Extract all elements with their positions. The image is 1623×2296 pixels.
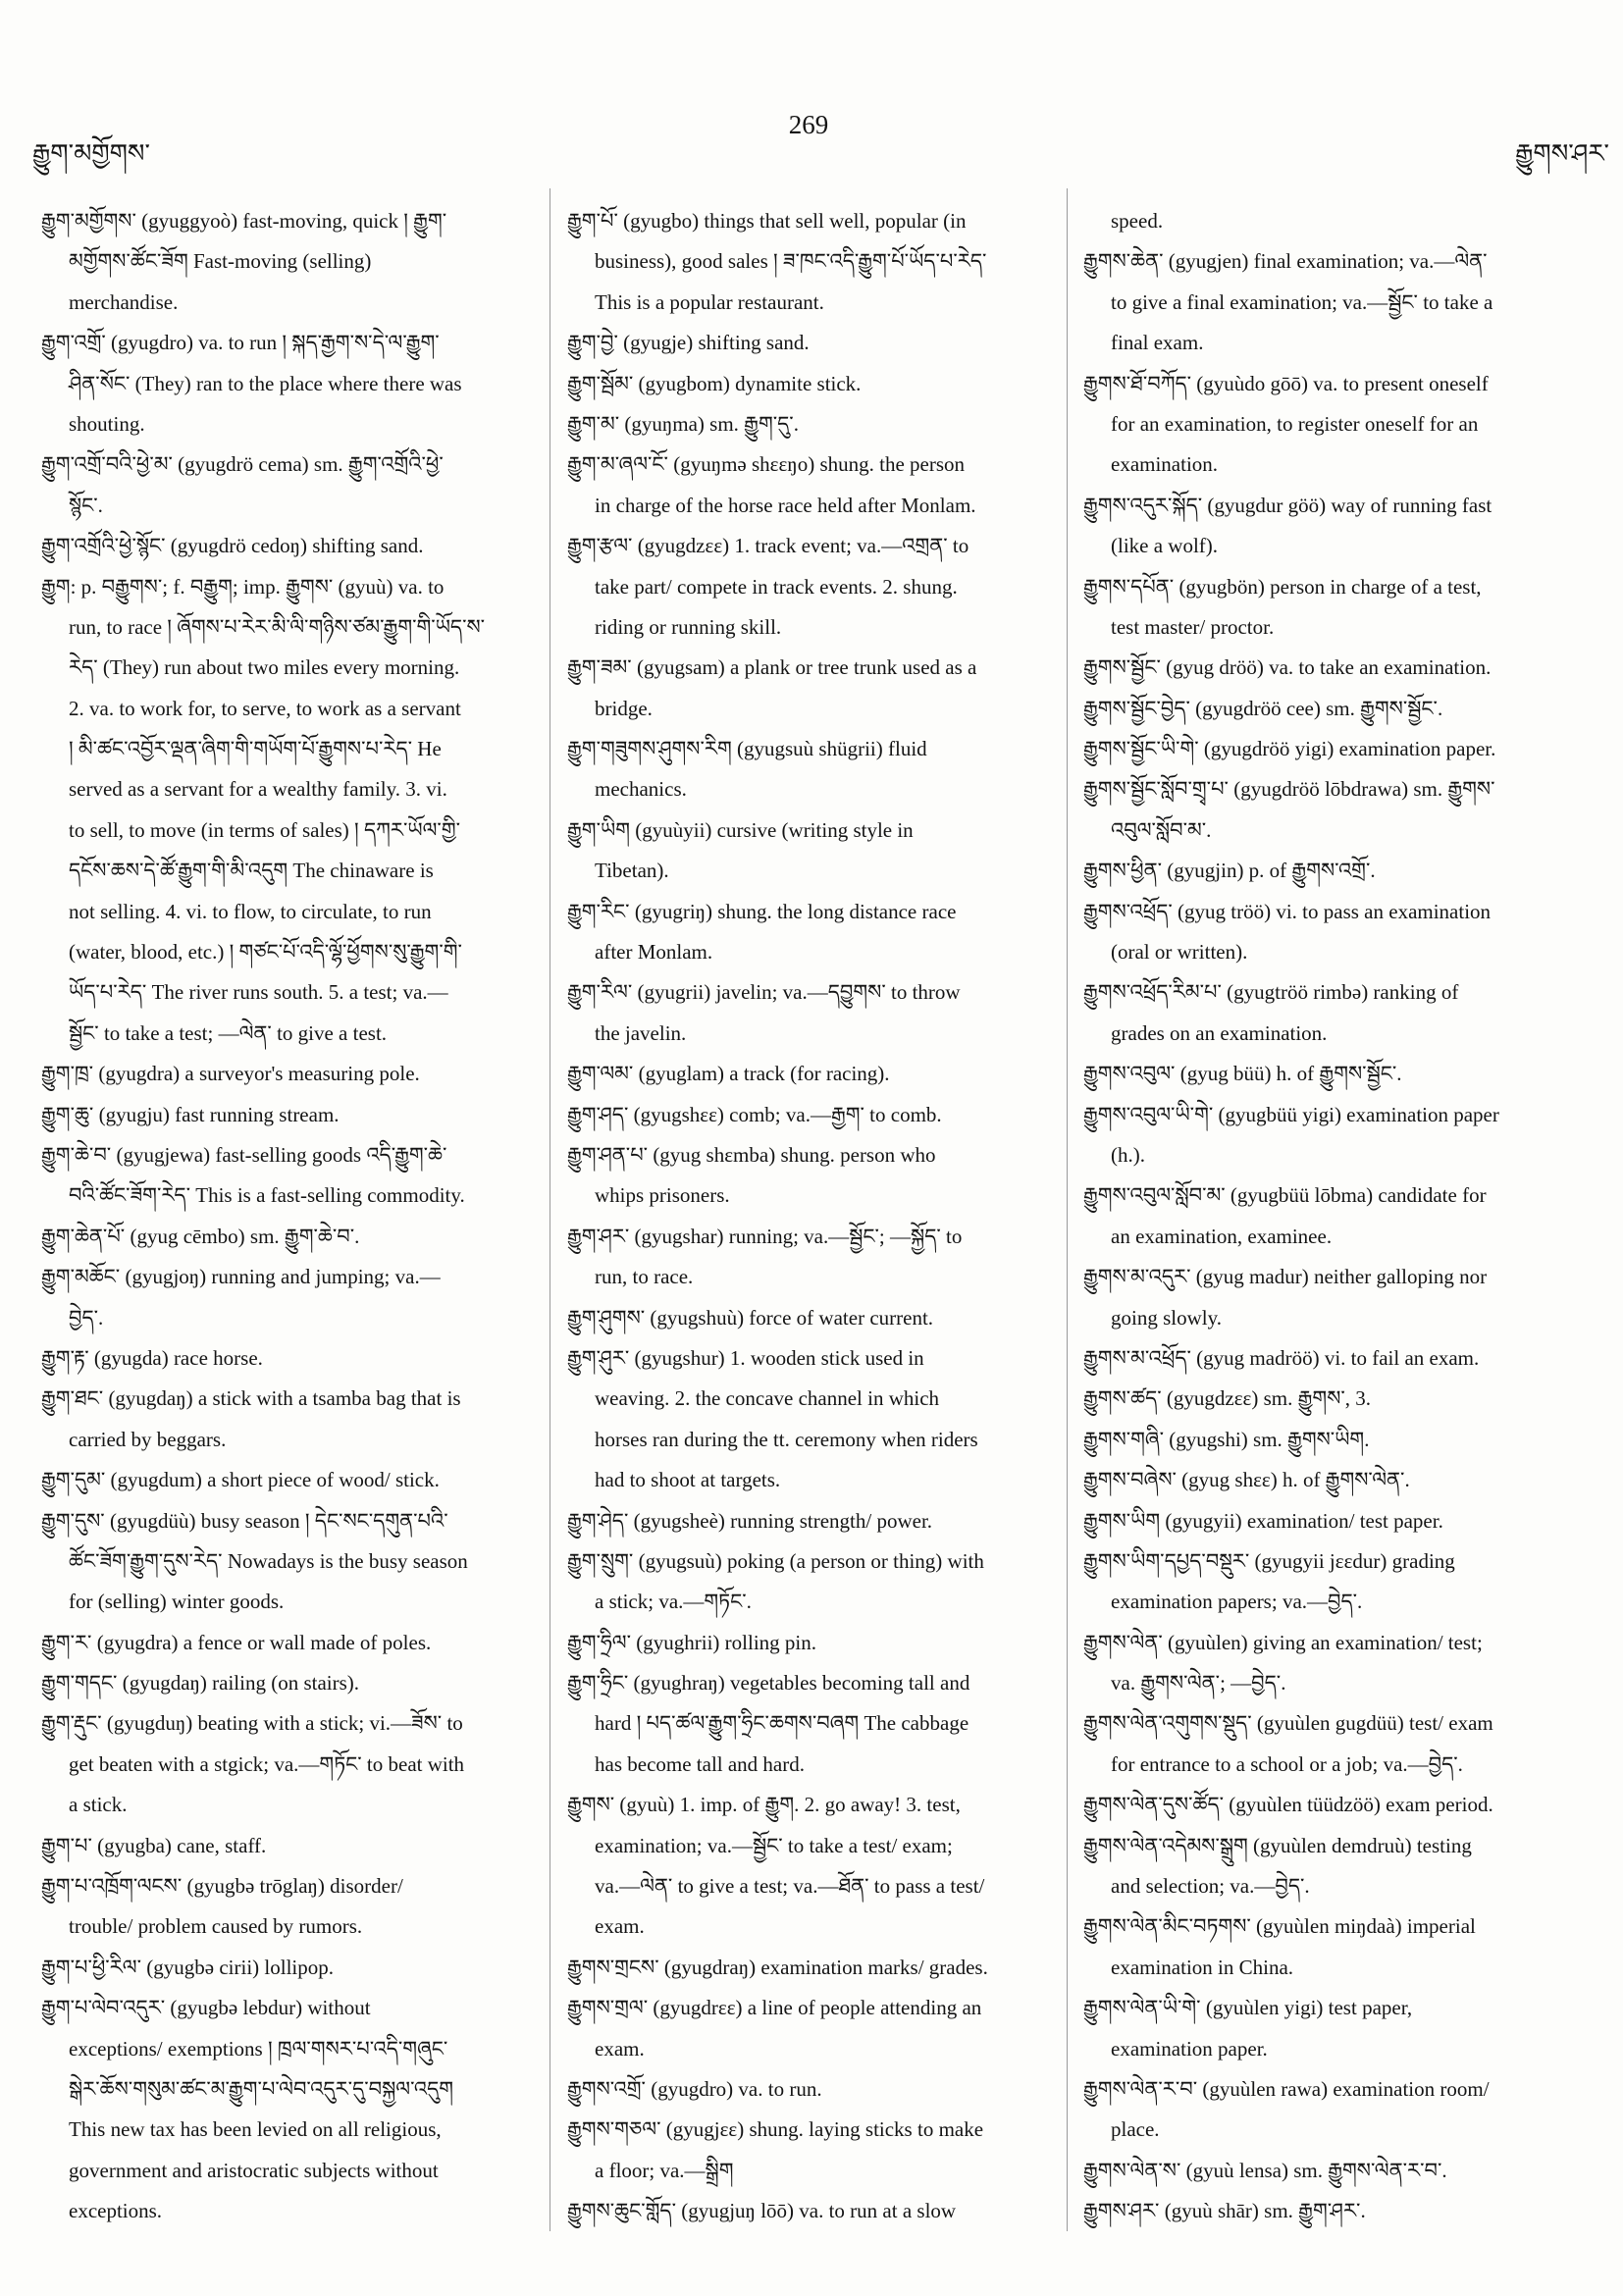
entry-line: སྦྱོང་ to take a test; —ལེན་ to give a test.: [69, 1020, 388, 1045]
entry-line: Tibetan).: [595, 859, 669, 883]
dictionary-entry: [1083, 1785, 1586, 1825]
entry-line: This new tax has been levied on all religious,: [69, 2117, 442, 2142]
dictionary-entry: [1083, 1623, 1586, 1704]
entry-headword-line: རྒྱུག་ཤུགས་ (gyugshuù) force of water current.: [567, 1305, 934, 1330]
entry-line: place.: [1111, 2117, 1160, 2142]
entry-line: run, to race.: [595, 1265, 694, 1289]
entry-line: government and aristocratic subjects without: [69, 2158, 439, 2182]
entry-headword-line: རྒྱུགས་གཅལ་ (gyugjεε) shung. laying sticks to make: [567, 2117, 984, 2142]
entry-headword-line: རྒྱུག་པ་འཁྲོག་ལངས་ (gyugbə trōglaŋ) disorder/: [41, 1874, 403, 1899]
dictionary-entry: [1083, 648, 1586, 688]
entry-line: (oral or written).: [1111, 940, 1248, 965]
dictionary-entry: [567, 972, 1058, 1054]
dictionary-entry: [1083, 1095, 1586, 1176]
dictionary-entry: [1083, 972, 1586, 1054]
entry-headword-line: རྒྱུག་མགྱོགས་ (gyuggyoò) fast-moving, quick ། རྒྱུག་: [41, 209, 447, 233]
dictionary-entry: [1083, 1906, 1586, 1988]
entry-headword-line: རྒྱུགས་ལེན་ས་ (gyuù lensa) sm. རྒྱུགས་ལེན་ར་བ་.: [1083, 2158, 1447, 2182]
dictionary-entry: [567, 1785, 1058, 1948]
dictionary-entry: [1083, 1257, 1586, 1338]
entry-line: the javelin.: [595, 1020, 687, 1045]
entry-headword-line: རྒྱུག་པ་ཕྱི་རིལ་ (gyugbə cirii) lollipop.: [41, 1955, 335, 1979]
entry-headword-line: རྒྱུག་ཤུར་ (gyugshur) 1. wooden stick used in: [567, 1345, 924, 1370]
entry-headword-line: རྒྱུགས་དཔོན་ (gyugbön) person in charge of a test,: [1083, 574, 1482, 599]
entry-headword-line: རྒྱུག་འགྲོ་བའི་ཕྱེ་མ་ (gyugdrö cema) sm. རྒྱུག་འགྲོའི་ཕྱེ་: [41, 452, 444, 477]
column-1: [41, 201, 538, 2232]
dictionary-entry: [567, 364, 1058, 404]
entry-headword-line: རྒྱུགས་གྲལ་ (gyugdrεε) a line of people attending an: [567, 1996, 982, 2020]
entry-line: (water, blood, etc.) ། གཙང་པོ་འདི་ལྷོ་ཕྱོགས་སུ་རྒྱུག་གི་: [69, 940, 462, 965]
dictionary-entry: [1083, 892, 1586, 973]
entry-line: riding or running skill.: [595, 614, 782, 639]
entry-line: mechanics.: [595, 777, 687, 802]
entry-headword-line: རྒྱུགས་ཤར་ (gyuù shār) sm. རྒྱུག་ཤར་.: [1083, 2199, 1366, 2223]
entry-line: exceptions/ exemptions ། ཁྲལ་གསར་པ་འདི་གཞུང་: [69, 2036, 448, 2061]
dictionary-entry: [567, 2069, 1058, 2110]
dictionary-entry: [567, 201, 1058, 323]
dictionary-entry: [1083, 2191, 1586, 2231]
entry-headword-line: རྒྱུག་སྲུག་ (gyugsuù) poking (a person or thing) with: [567, 1548, 984, 1573]
entry-headword-line: རྒྱུག་སྦོམ་ (gyugbom) dynamite stick.: [567, 371, 862, 395]
entry-line: for (selling) winter goods.: [69, 1590, 285, 1614]
entry-headword-line: རྒྱུགས་ལེན་ཡི་གེ་ (gyuùlen yigi) test paper,: [1083, 1996, 1413, 2020]
dictionary-entry: [1083, 1420, 1586, 1460]
dictionary-entry: [567, 1541, 1058, 1623]
entry-line: after Monlam.: [595, 940, 713, 965]
entry-line: to sell, to move (in terms of sales) ། དཀར་ཡོལ་གྱི་: [69, 817, 461, 842]
entry-headword-line: རྒྱུགས་ཆེན་ (gyugjen) final examination; va.—ལེན་: [1083, 249, 1488, 274]
entry-headword-line: རྒྱུག་པོ་ (gyugbo) things that sell well, popular (in: [567, 209, 967, 233]
entry-line: to give a final examination; va.—སྦྱོང་ to take a: [1111, 289, 1493, 314]
dictionary-entry: [567, 729, 1058, 810]
dictionary-entry: [1083, 1703, 1586, 1785]
entry-headword-line: རྒྱུགས་ལེན་ (gyuùlen) giving an examination/ test;: [1083, 1630, 1483, 1654]
entry-headword-line: རྒྱུགས་སྦྱོང་བྱེད་ (gyugdröö cee) sm. རྒྱུགས་སྦྱོང་.: [1083, 696, 1443, 720]
dictionary-entry: [1083, 2069, 1586, 2151]
entry-line: ། མི་ཚང་འབྱོར་ལྡན་ཞིག་གི་གཡོག་པོ་རྒྱུགས་པ་རེད་ He: [69, 737, 442, 761]
entry-line: a stick.: [69, 1793, 128, 1817]
entry-line: hard ། པད་ཚལ་རྒྱུག་ཧྲིང་ཆགས་བཞག The cabbage: [595, 1711, 969, 1736]
entry-headword-line: རྒྱུག་ཡིག (gyuùyii) cursive (writing style in: [567, 817, 914, 842]
entry-headword-line: རྒྱུགས་འཕྲོད་ (gyug tröö) vi. to pass an examination: [1083, 899, 1492, 923]
dictionary-entry: [567, 404, 1058, 444]
entry-headword-line: རྒྱུག་ཆེན་པོ་ (gyug cēmbo) sm. རྒྱུག་ཆེ་བ་.: [41, 1224, 360, 1248]
dictionary-entry: [1083, 241, 1586, 363]
dictionary-entry: [41, 1095, 538, 1135]
dictionary-entry: [41, 323, 538, 444]
entry-headword-line: རྒྱུག་རྟ་ (gyugda) race horse.: [41, 1345, 263, 1370]
entry-headword-line: རྒྱུགས་ཡིག (gyugyii) examination/ test paper.: [1083, 1508, 1443, 1533]
dictionary-entry: [567, 1663, 1058, 1785]
dictionary-entry: [567, 1948, 1058, 1988]
entry-headword-line: རྒྱུག་འགྲོ་ (gyugdro) va. to run ། སྐད་རྒྱག་ས་དེ་ལ་རྒྱུག་: [41, 331, 440, 355]
entry-line: (like a wolf).: [1111, 534, 1219, 558]
column-divider: [1067, 188, 1068, 2231]
entry-line: grades on an examination.: [1111, 1020, 1328, 1045]
entry-headword-line: རྒྱུག་ལམ་ (gyuglam) a track (for racing).: [567, 1062, 890, 1086]
entry-headword-line: རྒྱུགས་འདུར་སྐོད་ (gyugdur göö) way of running fast: [1083, 493, 1492, 517]
entry-headword-line: རྒྱུགས་འབུལ་ཡི་གེ་ (gyugbüü yigi) examination paper: [1083, 1102, 1499, 1126]
entry-line: has become tall and hard.: [595, 1751, 805, 1776]
entry-line: རེད་ (They) run about two miles every morning.: [69, 655, 460, 680]
dictionary-entry: [41, 1623, 538, 1663]
dictionary-entry: [1083, 1379, 1586, 1419]
dictionary-entry: [41, 444, 538, 526]
entry-headword-line: རྒྱུགས་སྦྱོང་ (gyug dröö) va. to take an examination.: [1083, 655, 1492, 680]
dictionary-entry: [1083, 1054, 1586, 1094]
entry-headword-line: རྒྱུགས་གཞི་ (gyugshi) sm. རྒྱུགས་ཡིག.: [1083, 1427, 1370, 1451]
dictionary-entry: [41, 1988, 538, 2231]
entry-line: བའི་ཚོང་ཟོག་རེད་ This is a fast-selling commodity.: [69, 1183, 465, 1208]
dictionary-entry: [41, 1135, 538, 1217]
entry-line: served as a servant for a wealthy family. 3. vi.: [69, 777, 447, 802]
dictionary-entry: [41, 526, 538, 566]
entry-line: བྱེད་.: [69, 1305, 104, 1330]
dictionary-entry: [1083, 729, 1586, 769]
entry-line: in charge of the horse race held after Monlam.: [595, 493, 976, 517]
dictionary-entry: [567, 1217, 1058, 1298]
dictionary-entry: [567, 1135, 1058, 1217]
entry-line: take part/ compete in track events. 2. shung.: [595, 574, 958, 599]
dictionary-entry: [41, 1948, 538, 1988]
entry-line: examination papers; va.—བྱེད་.: [1111, 1590, 1363, 1614]
entry-line: སྒེར་ཆོས་གསུམ་ཚང་མ་རྒྱུག་པ་ལེབ་འདུར་དུ་བསྐྱལ་འདུག: [69, 2076, 454, 2101]
entry-headword-line: རྒྱུག་རྩལ་ (gyugdzεε) 1. track event; va.—འགྲན་ to: [567, 534, 969, 558]
entry-headword-line: རྒྱུགས་ལེན་འགུགས་སྡུད་ (gyuùlen gugdüü) test/ exam: [1083, 1711, 1493, 1736]
entry-headword-line: རྒྱུགས་མ་འདུར་ (gyug madur) neither galloping nor: [1083, 1265, 1488, 1289]
dictionary-entry: [41, 1866, 538, 1948]
dictionary-entry: [567, 1054, 1058, 1094]
dictionary-entry: [41, 567, 538, 1055]
dictionary-entry: [1083, 1988, 1586, 2069]
entry-headword-line: རྒྱུགས་ཕྱིན་ (gyugjin) p. of རྒྱུགས་འགྲོ་.: [1083, 859, 1376, 883]
dictionary-entry: [1083, 1541, 1586, 1623]
entry-headword-line: རྒྱུག་ཧྲིང་ (gyughraŋ) vegetables becoming tall and: [567, 1671, 970, 1696]
entry-line: This is a popular restaurant.: [595, 289, 824, 314]
entry-line: examination.: [1111, 452, 1219, 477]
dictionary-entry: [41, 1460, 538, 1500]
entry-line: 2. va. to work for, to serve, to work as a servant: [69, 696, 461, 720]
entry-line: examination paper.: [1111, 2036, 1268, 2061]
entry-line: ཡོད་པ་རེད་ The river runs south. 5. a test; va.—: [69, 980, 448, 1005]
entry-line: speed.: [1111, 209, 1164, 233]
dictionary-entry: [567, 1095, 1058, 1135]
entry-headword-line: རྒྱུག་གདང་ (gyugdaŋ) railing (on stairs).: [41, 1671, 360, 1696]
dictionary-entry: [567, 2110, 1058, 2191]
entry-headword-line: རྒྱུག་དུམ་ (gyugdum) a short piece of wood/ stick.: [41, 1468, 440, 1492]
dictionary-entry: [1083, 364, 1586, 486]
entry-headword-line: རྒྱུག་ཤེད་ (gyugsheè) running strength/ power.: [567, 1508, 933, 1533]
dictionary-entry: [1083, 1460, 1586, 1500]
entry-line: (h.).: [1111, 1142, 1145, 1167]
entry-headword-line: རྒྱུག་ཤར་ (gyugshar) running; va.—སྦྱོང་; —སྐྱོད་ to: [567, 1224, 963, 1248]
dictionary-entry: [1083, 567, 1586, 649]
entry-line: get beaten with a stgick; va.—གཏོང་ to beat with: [69, 1751, 465, 1776]
entry-line: and selection; va.—བྱེད་.: [1111, 1874, 1310, 1899]
dictionary-entry: [567, 323, 1058, 363]
entry-line: final exam.: [1111, 331, 1204, 355]
dictionary-entry: [567, 648, 1058, 729]
dictionary-entry: [41, 1338, 538, 1379]
dictionary-entry: [567, 810, 1058, 892]
entry-headword-line: རྒྱུག་ཧྲིལ་ (gyughrii) rolling pin.: [567, 1630, 816, 1654]
dictionary-entry: [567, 1501, 1058, 1541]
entry-line: bridge.: [595, 696, 653, 720]
entry-headword-line: རྒྱུག་པ་ལེབ་འདུར་ (gyugbə lebdur) without: [41, 1996, 371, 2020]
dictionary-entry: [567, 892, 1058, 973]
entry-headword-line: རྒྱུགས་གྲངས་ (gyugdraŋ) examination marks/ grades.: [567, 1955, 988, 1979]
entry-headword-line: རྒྱུགས་བཞེས་ (gyug shεε) h. of རྒྱུགས་ལེན་.: [1083, 1468, 1410, 1492]
entry-line: run, to race ། ཞོགས་པ་རེར་མི་ལི་གཉིས་ཙམ་རྒྱུག་གི་ཡོད་ས་: [69, 614, 486, 639]
dictionary-entry: [41, 1826, 538, 1866]
entry-headword-line: རྒྱུག་ཐང་ (gyugdaŋ) a stick with a tsamba bag that is: [41, 1386, 461, 1411]
dictionary-entry: [41, 1217, 538, 1257]
entry-headword-line: རྒྱུག་ཤན་པ་ (gyug shεmba) shung. person who: [567, 1142, 936, 1167]
dictionary-entry-continued: [1083, 201, 1586, 241]
entry-line: examination; va.—སྦྱོང་ to take a test/ exam;: [595, 1833, 953, 1857]
dictionary-entry: [1083, 2151, 1586, 2191]
dictionary-entry: [41, 1257, 538, 1338]
entry-line: had to shoot at targets.: [595, 1468, 781, 1492]
dictionary-entry: [1083, 1826, 1586, 1907]
entry-headword-line: རྒྱུགས་ལེན་མིང་བཏགས་ (gyuùlen miŋdaà) imperial: [1083, 1914, 1476, 1939]
entry-headword-line: རྒྱུགས་མ་འཕྲོད་ (gyug madröö) vi. to fail an exam.: [1083, 1345, 1480, 1370]
entry-line: horses ran during the tt. ceremony when riders: [595, 1427, 978, 1451]
entry-line: whips prisoners.: [595, 1183, 730, 1208]
entry-line: va. རྒྱུགས་ལེན་; —བྱེད་.: [1111, 1671, 1286, 1696]
entry-headword-line: རྒྱུག་བྱེ་ (gyugje) shifting sand.: [567, 331, 810, 355]
entry-headword-line: རྒྱུག་རིལ་ (gyugrii) javelin; va.—དབྱུགས་ to throw: [567, 980, 961, 1005]
running-head-left: རྒྱུག་མགྱོགས་: [32, 139, 150, 168]
entry-line: trouble/ problem caused by rumors.: [69, 1914, 363, 1939]
dictionary-entry: [567, 1988, 1058, 2069]
entry-line: ཚོང་ཟོག་རྒྱུག་དུས་རེད་ Nowadays is the busy season: [69, 1548, 468, 1573]
entry-headword-line: རྒྱུགས་འབུལ་སློབ་མ་ (gyugbüü lōbma) candidate for: [1083, 1183, 1487, 1208]
dictionary-entry: [567, 526, 1058, 648]
entry-line: མགྱོགས་ཚོང་ཟོག Fast-moving (selling): [69, 249, 372, 274]
entry-line: not selling. 4. vi. to flow, to circulate, to run: [69, 899, 432, 923]
entry-headword-line: རྒྱུག་མཆོང་ (gyugjoŋ) running and jumping; va.—: [41, 1265, 441, 1289]
entry-headword-line: རྒྱུག་འགྲོའི་ཕྱེ་སྙོང་ (gyugdrö cedoŋ) shifting sand.: [41, 534, 424, 558]
entry-line: a floor; va.—སྒྲིག: [595, 2158, 734, 2182]
entry-line: for entrance to a school or a job; va.—བྱེད་.: [1111, 1751, 1463, 1776]
entry-headword-line: རྒྱུགས་ལེན་འདེམས་སྒྲུག (gyuùlen demdruù) testing: [1083, 1833, 1472, 1857]
column-2: [567, 201, 1058, 2232]
entry-line: ཤིན་སོང་ (They) ran to the place where there was: [69, 371, 462, 395]
dictionary-entry: [567, 1338, 1058, 1501]
dictionary-entry: [41, 1703, 538, 1825]
dictionary-entry: [1083, 1501, 1586, 1541]
column-3: [1083, 201, 1586, 2232]
entry-headword-line: རྒྱུག་ཟམ་ (gyugsam) a plank or tree trunk used as a: [567, 655, 977, 680]
entry-line: weaving. 2. the concave channel in which: [595, 1386, 940, 1411]
entry-headword-line: རྒྱུག་གཟུགས་ཤུགས་རིག (gyugsuù shügrii) fluid: [567, 737, 927, 761]
entry-headword-line: རྒྱུགས་ཡིག་དཔྱད་བསྡུར་ (gyugyii jεεdur) grading: [1083, 1548, 1455, 1573]
dictionary-entry: [567, 444, 1058, 526]
dictionary-entry: [41, 1054, 538, 1094]
entry-line: exam.: [595, 1914, 645, 1939]
entry-line: examination in China.: [1111, 1955, 1294, 1979]
entry-headword-line: རྒྱུག་ར་ (gyugdra) a fence or wall made of poles.: [41, 1630, 432, 1654]
entry-headword-line: རྒྱུག་དུས་ (gyugdüù) busy season ། དེང་སང་དགུན་པའི་: [41, 1508, 448, 1533]
entry-headword-line: རྒྱུག་ཁྲ་ (gyugdra) a surveyor's measuring pole.: [41, 1062, 420, 1086]
entry-headword-line: རྒྱུག: p. བརྒྱུགས་; f. བརྒྱུག; imp. རྒྱུགས་ (gyuù) va. to: [41, 574, 445, 599]
entry-headword-line: རྒྱུགས་སྦྱོང་སློབ་གྲྭ་པ་ (gyugdröö lōbdrawa) sm. རྒྱུགས་: [1083, 777, 1495, 802]
running-head-right: རྒྱུགས་ཤར་: [1515, 139, 1609, 168]
entry-line: སྙོང་.: [69, 493, 103, 517]
entry-headword-line: རྒྱུག་པ་ (gyugba) cane, staff.: [41, 1833, 267, 1857]
entry-line: va.—ལེན་ to give a test; va.—ཐོན་ to pass a test/: [595, 1874, 985, 1899]
dictionary-entry: [41, 1501, 538, 1623]
entry-headword-line: རྒྱུགས་ལེན་དུས་ཚོད་ (gyuùlen tüüdzöö) exam period.: [1083, 1793, 1493, 1817]
entry-line: business), good sales ། ཟ་ཁང་འདི་རྒྱུག་པོ་ཡོད་པ་རེད་: [595, 249, 987, 274]
entry-headword-line: རྒྱུགས་འགྲོ་ (gyugdro) va. to run.: [567, 2076, 822, 2101]
entry-line: a stick; va.—གཏོང་.: [595, 1590, 752, 1614]
entry-line: merchandise.: [69, 289, 179, 314]
entry-headword-line: རྒྱུགས་ཐོ་བཀོད་ (gyuùdo gōō) va. to present oneself: [1083, 371, 1489, 395]
dictionary-entry: [1083, 1338, 1586, 1379]
entry-line: shouting.: [69, 411, 145, 436]
entry-headword-line: རྒྱུག་ཆེ་བ་ (gyugjewa) fast-selling goods འདི་རྒྱུག་ཆེ་: [41, 1142, 447, 1167]
dictionary-entry: [41, 201, 538, 323]
entry-headword-line: རྒྱུགས་འབུལ་ (gyug büü) h. of རྒྱུགས་སྦྱོང་.: [1083, 1062, 1402, 1086]
dictionary-entry: [567, 1298, 1058, 1338]
dictionary-entry: [41, 1379, 538, 1460]
entry-line: དངོས་ཆས་དེ་ཚོ་རྒྱུག་གི་མི་འདུག The chinaware is: [69, 859, 434, 883]
entry-headword-line: རྒྱུགས་ (gyuù) 1. imp. of རྒྱུག. 2. go away! 3. test,: [567, 1793, 961, 1817]
entry-line: going slowly.: [1111, 1305, 1222, 1330]
entry-headword-line: རྒྱུག་ཆུ་ (gyugju) fast running stream.: [41, 1102, 340, 1126]
dictionary-entry: [567, 1623, 1058, 1663]
dictionary-entry: [1083, 851, 1586, 891]
entry-headword-line: རྒྱུག་མ་ (gyuŋma) sm. རྒྱུག་དུ་.: [567, 411, 799, 436]
entry-line: test master/ proctor.: [1111, 614, 1275, 639]
entry-headword-line: རྒྱུག་ཤད་ (gyugshεε) comb; va.—རྒྱག་ to comb.: [567, 1102, 942, 1126]
entry-line: for an examination, to register oneself for an: [1111, 411, 1479, 436]
entry-headword-line: རྒྱུག་མ་ཞལ་ངོ་ (gyuŋmə shεεŋo) shung. the person: [567, 452, 966, 477]
entry-line: འབུལ་སློབ་མ་.: [1111, 817, 1212, 842]
entry-headword-line: རྒྱུགས་འཕྲོད་རིམ་པ་ (gyugtröö rimbə) ranking of: [1083, 980, 1459, 1005]
page-number: 269: [788, 110, 829, 139]
dictionary-entry: [1083, 689, 1586, 729]
entry-headword-line: རྒྱུགས་ལེན་ར་བ་ (gyuùlen rawa) examination room/: [1083, 2076, 1490, 2101]
entry-headword-line: རྒྱུགས་ཚད་ (gyugdzεε) sm. རྒྱུགས་, 3.: [1083, 1386, 1372, 1411]
entry-line: carried by beggars.: [69, 1427, 227, 1451]
entry-headword-line: རྒྱུགས་སྦྱོང་ཡི་གེ་ (gyugdröö yigi) examination paper.: [1083, 737, 1496, 761]
entry-line: exceptions.: [69, 2199, 163, 2223]
dictionary-entry: [1083, 1175, 1586, 1257]
entry-headword-line: རྒྱུག་རིང་ (gyugriŋ) shung. the long distance race: [567, 899, 957, 923]
dictionary-entry: [1083, 769, 1586, 851]
dictionary-entry: [41, 1663, 538, 1703]
entry-line: exam.: [595, 2036, 645, 2061]
entry-headword-line: རྒྱུག་རྡུང་ (gyugduŋ) beating with a stick; vi.—ཟོས་ to: [41, 1711, 463, 1736]
entry-headword-line: རྒྱུགས་ཆུང་གློད་ (gyugjuŋ lōō) va. to run at a slow: [567, 2199, 957, 2223]
dictionary-entry: [1083, 486, 1586, 567]
dictionary-entry: [567, 2191, 1058, 2231]
entry-line: an examination, examinee.: [1111, 1224, 1333, 1248]
